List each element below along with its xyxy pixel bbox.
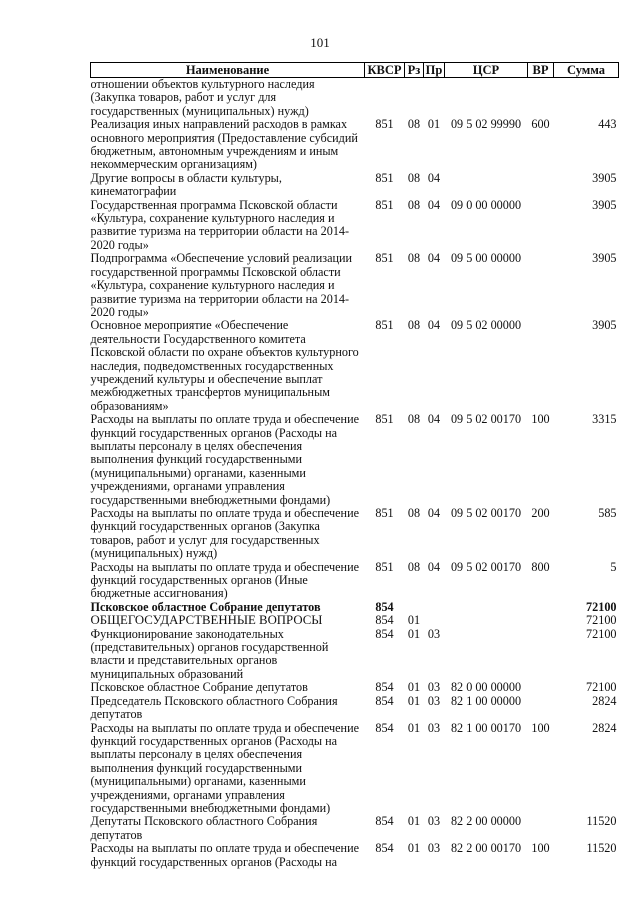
cell-vr	[528, 601, 554, 614]
cell-pr: 01	[427, 117, 441, 132]
cell-name: отношении объектов культурного наследия (Закупка товаров, работ и услуг для государственных (муниципальных) нужд)	[90, 77, 315, 118]
cell-csr	[445, 614, 528, 627]
cell-sum: 3905	[592, 170, 617, 185]
cell-name: Расходы на выплаты по оплате труда и обеспечение функций государственных органов (Расходы на выплаты персоналу в целях обеспечения выполнения функций государственными (муниципальными) органами, казенными учреждениями, органами управления государственными внебюджетными фондами)	[90, 720, 359, 815]
cell-sum: 11520	[586, 814, 617, 829]
cell-csr: 09 5 02 00170	[450, 506, 522, 520]
cell-kvsr: 854	[375, 841, 394, 856]
cell-kvsr: 851	[375, 117, 394, 132]
table-row	[91, 172, 619, 199]
cell-sum: 3315	[592, 412, 617, 427]
cell-sum: 3905	[592, 251, 617, 266]
cell-rz: 01	[407, 720, 421, 735]
cell-csr: 82 0 00 00000	[450, 680, 522, 695]
cell-name: Расходы на выплаты по оплате труда и обеспечение функций государственных органов (Закупка товаров, работ и услуг для государственных (муниципальных) нужд)	[90, 506, 359, 561]
cell-csr: 09 0 00 00000	[450, 197, 522, 212]
cell-sum: 443	[598, 117, 617, 132]
cell-pr: 04	[427, 412, 441, 427]
cell-vr: 100	[531, 412, 550, 427]
cell-rz	[405, 78, 424, 119]
cell-sum: 72100	[586, 680, 617, 695]
cell-kvsr: 854	[375, 720, 394, 735]
cell-rz: 01	[407, 693, 421, 708]
cell-sum: 3905	[592, 197, 617, 212]
cell-vr: 200	[531, 506, 550, 520]
cell-rz: 08	[407, 412, 421, 427]
header-name: Наименование	[91, 63, 365, 78]
cell-rz: 01	[407, 613, 421, 628]
cell-name: Псковское областное Собрание депутатов	[90, 599, 321, 614]
table-row	[91, 199, 619, 253]
cell-rz: 01	[407, 841, 421, 856]
cell-rz: 08	[407, 170, 421, 185]
cell-rz: 08	[407, 506, 421, 520]
cell-sum: 585	[598, 506, 617, 520]
cell-kvsr	[365, 78, 405, 119]
budget-table	[90, 62, 619, 869]
cell-csr	[445, 628, 528, 682]
cell-pr: 03	[427, 720, 441, 735]
cell-csr: 82 2 00 00170	[450, 841, 522, 856]
cell-sum: 72100	[586, 626, 617, 641]
cell-csr: 09 5 00 00000	[450, 251, 522, 266]
cell-rz: 01	[407, 626, 421, 641]
table-row	[91, 78, 619, 119]
cell-vr	[528, 815, 554, 842]
cell-name: Председатель Псковского областного Собрания депутатов	[90, 693, 338, 722]
cell-pr: 03	[427, 680, 441, 695]
cell-kvsr: 851	[375, 197, 394, 212]
header-rz: Рз	[405, 63, 424, 78]
cell-vr	[528, 695, 554, 722]
cell-kvsr: 854	[375, 626, 394, 641]
cell-vr: 100	[531, 720, 550, 735]
cell-pr: 04	[427, 170, 441, 185]
table-row	[91, 413, 619, 507]
cell-kvsr: 851	[375, 506, 394, 520]
cell-pr: 04	[427, 506, 441, 520]
cell-csr: 82 2 00 00000	[450, 814, 522, 829]
cell-kvsr: 851	[375, 559, 394, 574]
cell-vr	[528, 172, 554, 199]
cell-name: Государственная программа Псковской области «Культура, сохранение культурного наследия и развитие туризма на территории области на 2014-2020 годы»	[90, 197, 350, 252]
cell-pr: 04	[427, 318, 441, 333]
table-row	[91, 561, 619, 601]
cell-csr: 09 5 02 00170	[450, 559, 522, 574]
cell-pr: 04	[427, 251, 441, 266]
cell-rz: 08	[407, 117, 421, 132]
table-row	[91, 319, 619, 413]
table-row	[91, 815, 619, 842]
cell-vr	[528, 681, 554, 694]
cell-kvsr: 854	[375, 613, 394, 628]
table-row	[91, 681, 619, 694]
cell-vr: 600	[531, 117, 550, 132]
cell-vr	[528, 614, 554, 627]
table-row	[91, 252, 619, 319]
page-number: 101	[310, 35, 330, 50]
cell-sum: 2824	[592, 693, 617, 708]
cell-sum: 5	[610, 559, 617, 574]
cell-kvsr: 854	[375, 693, 394, 708]
cell-kvsr: 851	[375, 318, 394, 333]
cell-pr: 03	[427, 626, 441, 641]
cell-kvsr: 851	[375, 170, 394, 185]
table-row	[91, 628, 619, 682]
cell-csr	[445, 78, 528, 119]
cell-name: Подпрограмма «Обеспечение условий реализации государственной программы Псковской области «Культура, сохранение культурного наследия и развитие туризма на территории области на 2014-2020 годы»	[90, 251, 353, 319]
cell-sum: 11520	[586, 841, 617, 856]
table-row	[91, 601, 619, 614]
cell-pr: 03	[427, 841, 441, 856]
cell-name: Расходы на выплаты по оплате труда и обеспечение функций государственных органов (Расходы на выплаты персоналу в целях обеспечения выполнения функций государственными (муниципальными) органами, казенными учреждениями, органами управления государственными внебюджетными фондами)	[90, 412, 359, 507]
cell-rz: 08	[407, 318, 421, 333]
cell-sum: 3905	[592, 318, 617, 333]
cell-csr	[445, 172, 528, 199]
cell-name: Реализация иных направлений расходов в рамках основного мероприятия (Предоставление субсидий бюджетным, автономным учреждениям и иным некоммерческим организациям)	[90, 117, 358, 172]
header-vr: ВР	[528, 63, 554, 78]
cell-name: Псковское областное Собрание депутатов	[90, 680, 308, 695]
cell-rz: 01	[407, 680, 421, 695]
cell-csr	[445, 601, 528, 614]
cell-csr: 09 5 02 99990	[450, 117, 522, 132]
cell-vr	[528, 628, 554, 682]
cell-kvsr: 851	[375, 412, 394, 427]
cell-name: Депутаты Псковского областного Собрания депутатов	[90, 814, 318, 842]
cell-name: Основное мероприятие «Обеспечение деятельности Государственного комитета Псковской области по охране объектов культурного наследия, подведомственных государственных учреждений культуры и обеспечение выплат межбюджетных трансфертов муниципальным образованиям»	[90, 318, 359, 413]
header-sum: Сумма	[554, 63, 619, 78]
header-csr: ЦСР	[445, 63, 528, 78]
cell-pr: 03	[427, 814, 441, 829]
cell-sum	[554, 78, 619, 119]
cell-csr: 09 5 02 00170	[450, 412, 522, 427]
table-row	[91, 507, 619, 561]
cell-rz: 08	[407, 251, 421, 266]
cell-csr: 09 5 02 00000	[450, 318, 522, 333]
cell-name: Расходы на выплаты по оплате труда и обеспечение функций государственных органов (Иные бюджетные ассигнования)	[90, 559, 359, 601]
cell-rz: 08	[407, 559, 421, 574]
header-kvsr: КВСР	[365, 63, 405, 78]
cell-vr	[528, 252, 554, 319]
cell-pr: 03	[427, 693, 441, 708]
cell-sum: 72100	[586, 599, 617, 614]
cell-kvsr: 854	[375, 814, 394, 829]
table-row	[91, 722, 619, 816]
cell-name: Расходы на выплаты по оплате труда и обеспечение функций государственных органов (Расходы на	[90, 841, 359, 869]
cell-csr: 82 1 00 00000	[450, 693, 522, 708]
cell-pr	[424, 601, 445, 614]
cell-kvsr: 854	[375, 680, 394, 695]
cell-kvsr: 851	[375, 251, 394, 266]
cell-pr	[424, 614, 445, 627]
cell-rz	[405, 601, 424, 614]
cell-vr: 100	[531, 841, 550, 856]
table-header-row	[91, 63, 619, 78]
cell-sum: 2824	[592, 720, 617, 735]
cell-vr: 800	[531, 559, 550, 574]
table-row	[91, 842, 619, 869]
table-row	[91, 118, 619, 172]
table-row	[91, 614, 619, 627]
cell-csr: 82 1 00 00170	[450, 720, 522, 735]
cell-sum: 72100	[586, 613, 617, 628]
cell-pr: 04	[427, 197, 441, 212]
cell-name: Другие вопросы в области культуры, кинематографии	[90, 170, 282, 199]
table-row	[91, 695, 619, 722]
cell-vr	[528, 199, 554, 253]
cell-pr	[424, 78, 445, 119]
cell-pr: 04	[427, 559, 441, 574]
cell-vr	[528, 319, 554, 413]
cell-vr	[528, 78, 554, 119]
cell-name: ОБЩЕГОСУДАРСТВЕННЫЕ ВОПРОСЫ	[90, 613, 323, 628]
cell-name: Функционирование законодательных (представительных) органов государственной власти и представительных органов муниципальных образований	[90, 626, 329, 681]
cell-kvsr: 854	[375, 599, 394, 614]
header-pr: Пр	[424, 63, 445, 78]
cell-rz: 01	[407, 814, 421, 829]
cell-rz: 08	[407, 197, 421, 212]
